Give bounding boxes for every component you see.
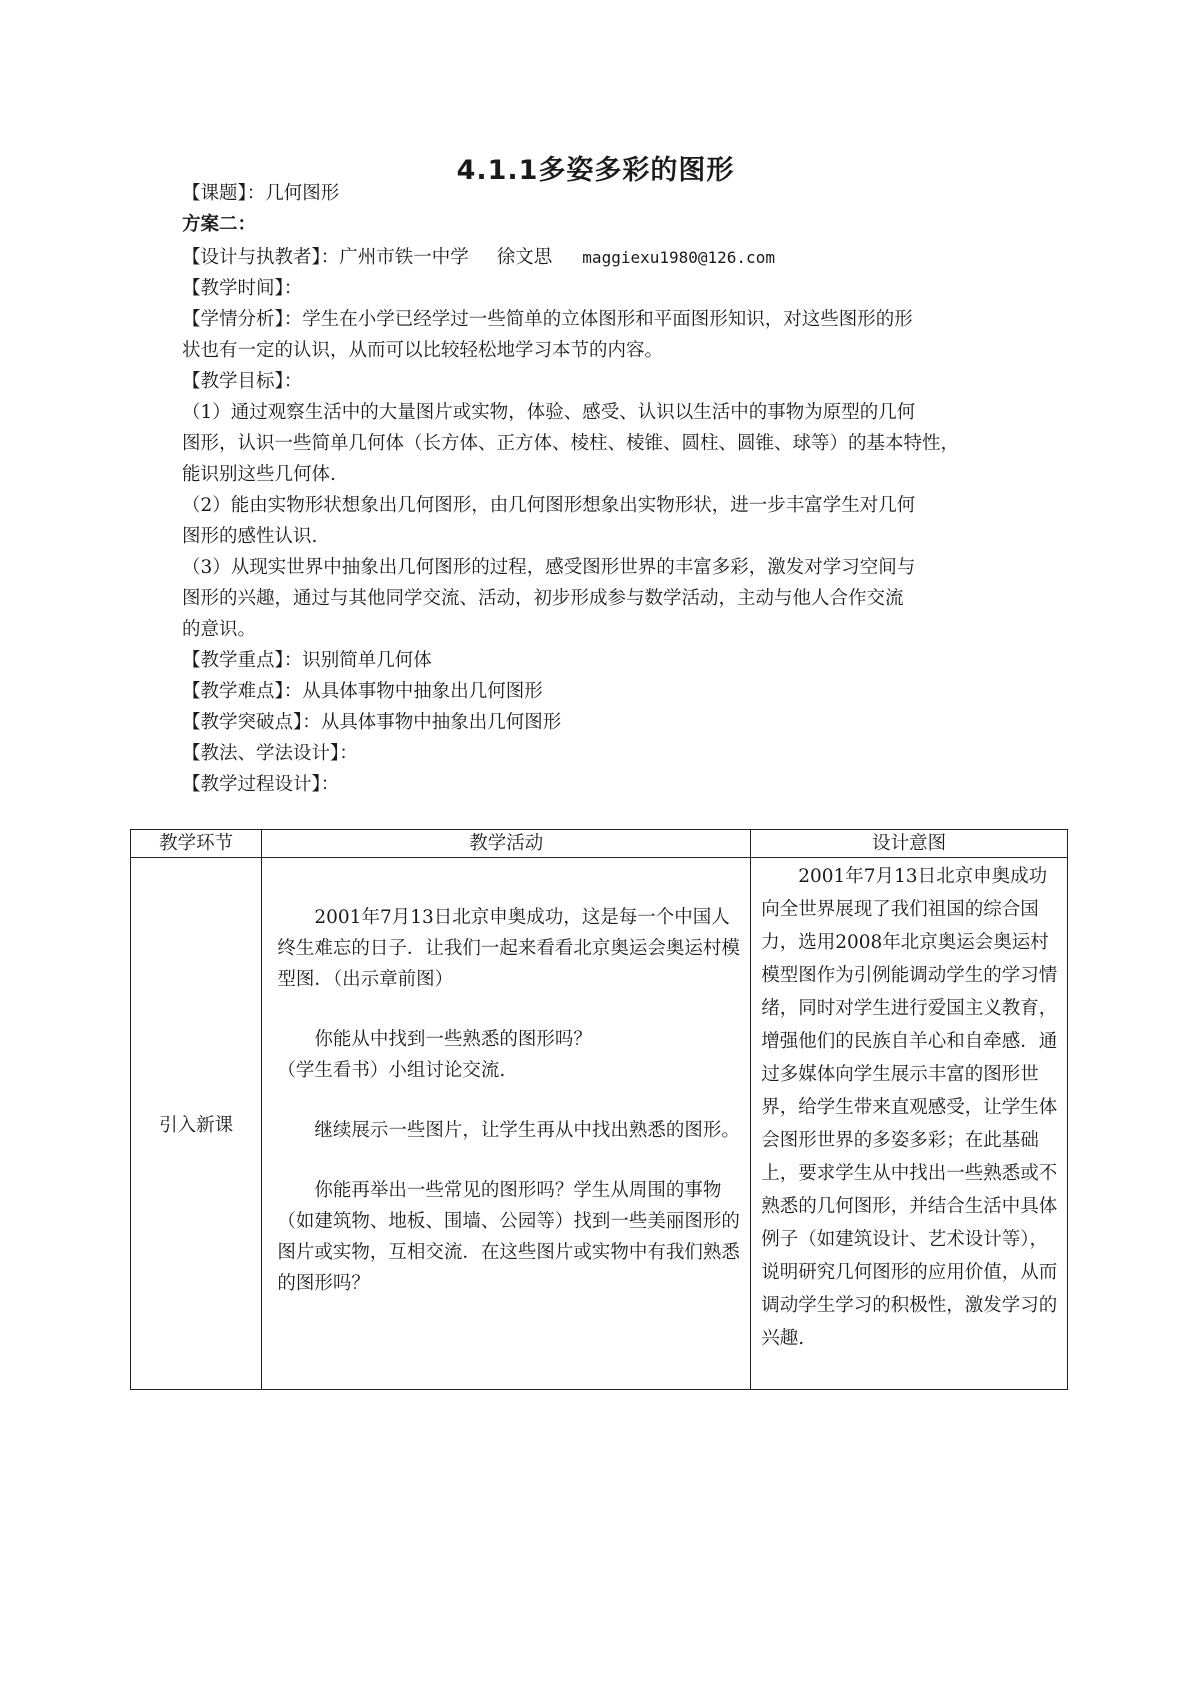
- objective-line: 图形，认识一些简单几何体（长方体、正方体、棱柱、棱锥、圆柱、圆锥、球等）的基本特性，: [182, 433, 960, 454]
- difficulty-value: 从具体事物中抽象出几何图形: [302, 681, 543, 702]
- objective-line: （1）通过观察生活中的大量图片或实物，体验、感受、认识以生活中的事物为原型的几何: [182, 402, 916, 423]
- teaching-process-table: [130, 829, 1068, 1390]
- difficulty-label: 【教学难点】：: [182, 681, 303, 702]
- key-point-label: 【教学重点】：: [182, 650, 303, 671]
- designer-email: maggiexu1980@126.com: [582, 248, 775, 267]
- breakthrough-value: 从具体事物中抽象出几何图形: [320, 712, 562, 733]
- header-info: [182, 178, 1032, 240]
- analysis-line-2: 状也有一定的认识，从而可以比较轻松地学习本节的内容。: [182, 340, 664, 361]
- designer-line: [182, 242, 1032, 273]
- breakthrough-label: 【教学突破点】：: [182, 712, 321, 733]
- header-intent: 设计意图: [751, 830, 1068, 858]
- intent-paragraph: 2001年7月13日北京申奥成功向全世界展现了我们祖国的综合国力，选用2008年北京奥运会奥运村模型图作为引例能调动学生的学习情绪，同时对学生进行爱国主义教育，增强他们的民族自羊心和自牵感．通过多媒体向学生展示丰富的图形世界，给学生带来直观感受，让学生体会图形世界的多姿多彩；在此基础: [761, 866, 1058, 1151]
- breakthrough-line: [182, 707, 1032, 738]
- key-point-line: [182, 645, 1032, 676]
- objectives-label: 【教学目标】：: [182, 371, 303, 392]
- objective-line: （3）从现实世界中抽象出几何图形的过程，感受图形世界的丰富多彩，激发对学习空间与: [182, 557, 916, 578]
- activity-cell: [262, 858, 751, 1390]
- page-title: 4.1.1多姿多彩的图形: [456, 155, 735, 186]
- topic-value: 几何图形: [265, 183, 340, 204]
- topic-label: 【课题】：: [182, 183, 266, 204]
- key-point-value: 识别简单几何体: [302, 650, 432, 671]
- methods-line: 【教法、学法设计】：: [182, 743, 358, 764]
- objective-line: 能识别这些几何体.: [182, 464, 336, 485]
- topic-line: [182, 178, 1032, 209]
- activity-paragraph: 2001年7月13日北京申奥成功，这是每一个中国人终生难忘的日子．让我们一起来看看北京奥运会奥运村模型图．（出示章前图）: [277, 907, 740, 990]
- objective-line: （2）能由实物形状想象出几何图形，由几何图形想象出实物形状，进一步丰富学生对几何: [182, 495, 916, 516]
- lesson-info: [182, 242, 1032, 800]
- designer-label: 【设计与执教者】：: [182, 247, 340, 268]
- activity-paragraph: （学生看书）小组讨论交流.: [277, 1060, 506, 1081]
- table-header-row: [131, 830, 1068, 858]
- objective-line: 图形的感性认识.: [182, 526, 318, 547]
- activity-paragraph: 你能从中找到一些熟悉的图形吗？: [314, 1029, 592, 1050]
- designer-name: 徐文思: [496, 247, 553, 268]
- stage-cell: 引入新课: [131, 858, 262, 1390]
- designer-school: 广州市铁一中学: [339, 247, 469, 268]
- header-stage: 教学环节: [131, 830, 262, 858]
- analysis-label: 【学情分析】：: [182, 309, 303, 330]
- intent-paragraph: 上，要求学生从中找出一些熟悉或不熟悉的几何图形，并结合生活中具体例子（如建筑设计、艺术设计等），说明研究几何图形的应用价值，从而调动学生学习的积极性，激发学习的兴趣.: [761, 1163, 1058, 1349]
- teaching-time-line: 【教学时间】：: [182, 278, 303, 299]
- activity-paragraph: 继续展示一些图片，让学生再从中找出熟悉的图形。: [314, 1120, 740, 1141]
- difficulty-line: [182, 676, 1032, 707]
- process-line: 【教学过程设计】：: [182, 774, 340, 795]
- table-row: [131, 858, 1068, 1390]
- objective-line: 的意识。: [182, 619, 257, 640]
- intent-cell: [751, 858, 1068, 1390]
- objective-line: 图形的兴趣，通过与其他同学交流、活动，初步形成参与数学活动，主动与他人合作交流: [182, 588, 904, 609]
- analysis-text-1: 学生在小学已经学过一些简单的立体图形和平面图形知识，对这些图形的形: [302, 309, 913, 330]
- activity-paragraph: 你能再举出一些常见的图形吗？学生从周围的事物（如建筑物、地板、围墙、公园等）找到一些美丽图形的图片或实物，互相交流．在这些图片或实物中有我们熟悉的图形吗？: [277, 1180, 740, 1294]
- analysis-line-1: [182, 304, 1032, 335]
- plan-line: 方案二：: [182, 214, 257, 235]
- header-activity: 教学活动: [262, 830, 751, 858]
